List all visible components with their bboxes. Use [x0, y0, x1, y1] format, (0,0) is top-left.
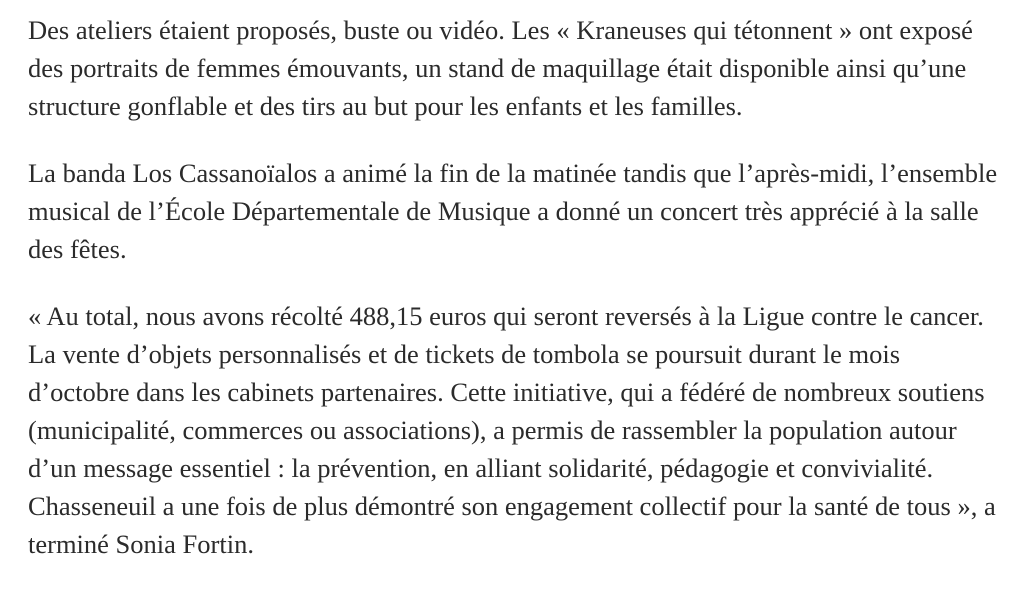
article-paragraph-ateliers: Des ateliers étaient proposés, buste ou vidéo. Les « Kraneuses qui tétonnent » ont exposé des portraits de femmes émouvants, un stand de maquillage était disponible ainsi qu’une structure gonflable et des tirs au but pour les enfants et les familles. [28, 15, 973, 121]
article-paragraph-banda: La banda Los Cassanoïalos a animé la fin de la matinée tandis que l’après-midi, l’ensemble musical de l’École Départementale de Musique a donné un concert très apprécié à la salle des fêtes. [28, 158, 998, 264]
article-body [28, 11, 1008, 563]
article-paragraph-quote: « Au total, nous avons récolté 488,15 euros qui seront reversés à la Ligue contre le cancer. La vente d’objets personnalisés et de tickets de tombola se poursuit durant le mois d’octobre dans les cabinets partenaires. Cette initiative, qui a fédéré de nombreux soutiens (municipalité, commerces ou associations), a permis de rassembler la population autour d’un message essentiel : la prévention, en alliant solidarité, pédagogie et convivialité. Chasseneuil a une fois de plus démontré son engagement collectif pour la santé de tous », a terminé Sonia Fortin. [28, 301, 996, 559]
